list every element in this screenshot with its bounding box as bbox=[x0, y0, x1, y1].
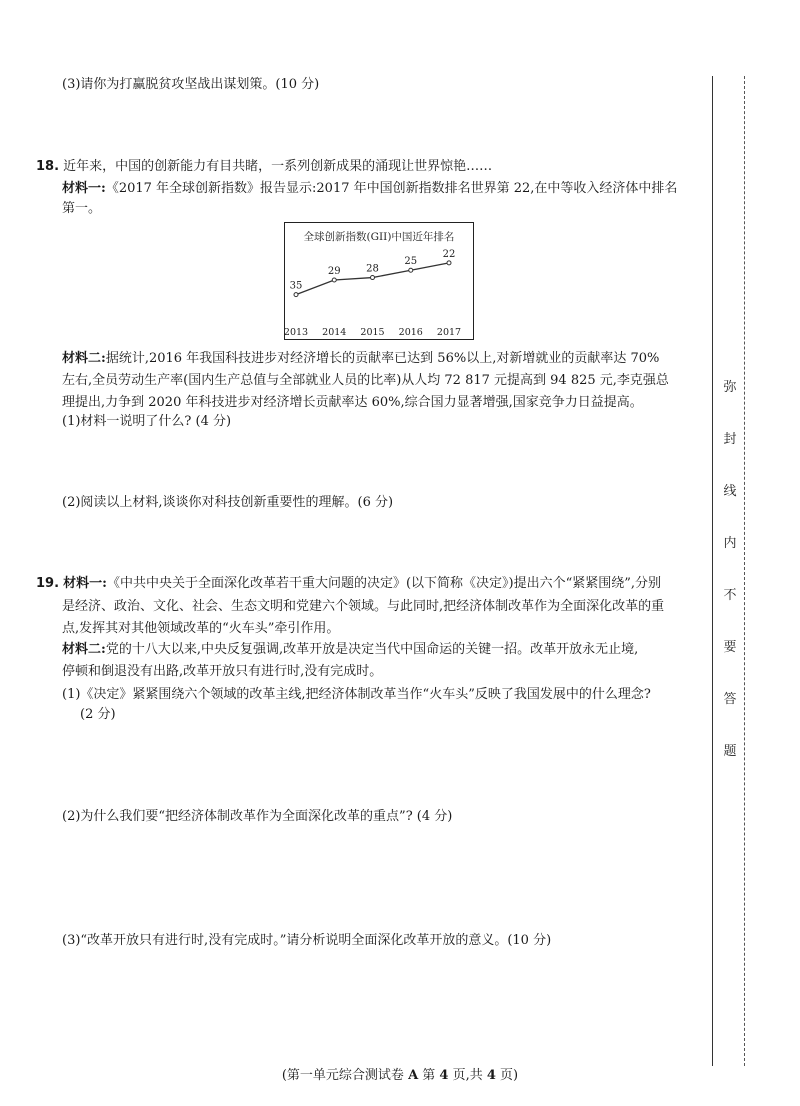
q18-material1-line1 bbox=[62, 180, 677, 198]
data-label: 35 bbox=[289, 280, 303, 292]
binding-dashed-line bbox=[744, 76, 745, 1066]
q18-stem bbox=[36, 158, 492, 176]
q19-material1-label: 材料一: bbox=[63, 576, 107, 591]
q18-stem-text: 近年来，中国的创新能力有目共睹，一系列创新成果的涌现让世界惊艳…… bbox=[63, 159, 493, 174]
q18-material2-line1 bbox=[62, 350, 659, 368]
margin-char: 封 bbox=[723, 432, 737, 447]
q18-material2-label: 材料二: bbox=[62, 351, 106, 366]
q18-material1-text: 《2017 年全球创新指数》报告显示:2017 年中国创新指数排名世界第 22,在中等收入经济体中排名 bbox=[105, 181, 678, 196]
q18-material2-line2: 左右,全员劳动生产率(国内生产总值与全部就业人员的比率)从人均 72 817 元提高到 94 825 元,李克强总 bbox=[62, 373, 669, 388]
data-label: 22 bbox=[442, 248, 456, 260]
q18-part1: (1)材料一说明了什么? (4 分) bbox=[62, 414, 232, 429]
x-tick-label: 2017 bbox=[436, 327, 462, 338]
x-tick-label: 2016 bbox=[398, 327, 423, 338]
footer-total-pages: 4 bbox=[486, 1068, 496, 1083]
data-point bbox=[332, 278, 336, 282]
q17-part3: (3)请你为打赢脱贫攻坚战出谋划策。(10 分) bbox=[62, 77, 320, 92]
q19-material2-text: 党的十八大以来,中央反复强调,改革开放是决定当代中国命运的关键一招。改革开放永无止境, bbox=[105, 642, 639, 657]
q19-part3: (3)“改革开放只有进行时,没有完成时。”请分析说明全面深化改革开放的意义。(10 分) bbox=[62, 933, 552, 948]
data-point bbox=[294, 293, 298, 297]
footer-text: 第 bbox=[418, 1068, 440, 1083]
data-point bbox=[409, 268, 413, 272]
margin-char: 弥 bbox=[723, 380, 737, 395]
margin-char: 答 bbox=[723, 692, 737, 707]
footer-text: 页) bbox=[495, 1068, 519, 1083]
q19-material1-line3: 点,发挥其对其他领域改革的“火车头”牵引作用。 bbox=[62, 621, 340, 636]
q18-material2-text: 据统计,2016 年我国科技进步对经济增长的贡献率已达到 56%以上,对新增就业的贡献率达 70% bbox=[105, 351, 660, 366]
footer-version: A bbox=[408, 1068, 419, 1083]
q19-part1-line2: (2 分) bbox=[80, 707, 116, 722]
q19-material1-line1 bbox=[36, 575, 661, 593]
x-tick-label: 2013 bbox=[284, 327, 309, 338]
margin-char: 内 bbox=[723, 536, 737, 551]
q19-material1-text: 《中共中央关于全面深化改革若干重大问题的决定》(以下简称《决定》)提出六个“紧紧围绕”,分别 bbox=[106, 576, 662, 591]
gii-ranking-chart bbox=[284, 222, 474, 340]
data-point bbox=[371, 276, 375, 280]
footer-text: (第一单元综合测试卷 bbox=[281, 1068, 409, 1083]
x-tick-label: 2014 bbox=[322, 327, 347, 338]
q19-material2-line2: 停顿和倒退没有出路,改革开放只有进行时,没有完成时。 bbox=[62, 664, 383, 679]
footer-text: 页,共 bbox=[448, 1068, 487, 1083]
data-label: 29 bbox=[327, 266, 341, 277]
q18-material2-line3: 理提出,力争到 2020 年科技进步对经济增长贡献率达 60%,综合国力显著增强,国家竞争力日益提高。 bbox=[62, 395, 643, 410]
data-label: 25 bbox=[404, 256, 418, 268]
q18-number: 18. bbox=[36, 159, 60, 174]
page-footer bbox=[0, 1064, 800, 1083]
binding-solid-line bbox=[712, 76, 713, 1066]
q19-material2-label: 材料二: bbox=[62, 642, 106, 657]
q19-material2-line1 bbox=[62, 641, 638, 659]
chart-title: 全球创新指数(GII)中国近年排名 bbox=[303, 231, 455, 243]
q18-material1-label: 材料一: bbox=[62, 181, 106, 196]
q19-number: 19. bbox=[36, 576, 60, 591]
q19-part1-line1: (1)《决定》紧紧围绕六个领域的改革主线,把经济体制改革当作“火车头”反映了我国发展中的什么理念? bbox=[62, 687, 651, 702]
margin-char: 线 bbox=[723, 484, 737, 499]
data-label: 28 bbox=[366, 263, 379, 275]
footer-current-page: 4 bbox=[439, 1068, 449, 1083]
q19-material1-line2: 是经济、政治、文化、社会、生态文明和党建六个领域。与此同时,把经济体制改革作为全面深化改革的重 bbox=[62, 599, 665, 614]
data-point bbox=[447, 261, 451, 265]
q19-part2: (2)为什么我们要“把经济体制改革作为全面深化改革的重点”? (4 分) bbox=[62, 809, 453, 824]
q18-material1-line2: 第一。 bbox=[62, 201, 102, 216]
q18-part2: (2)阅读以上材料,谈谈你对科技创新重要性的理解。(6 分) bbox=[62, 495, 394, 510]
margin-char: 题 bbox=[723, 744, 737, 759]
margin-char: 要 bbox=[723, 640, 737, 655]
margin-char: 不 bbox=[723, 588, 737, 603]
x-tick-label: 2015 bbox=[360, 327, 385, 338]
